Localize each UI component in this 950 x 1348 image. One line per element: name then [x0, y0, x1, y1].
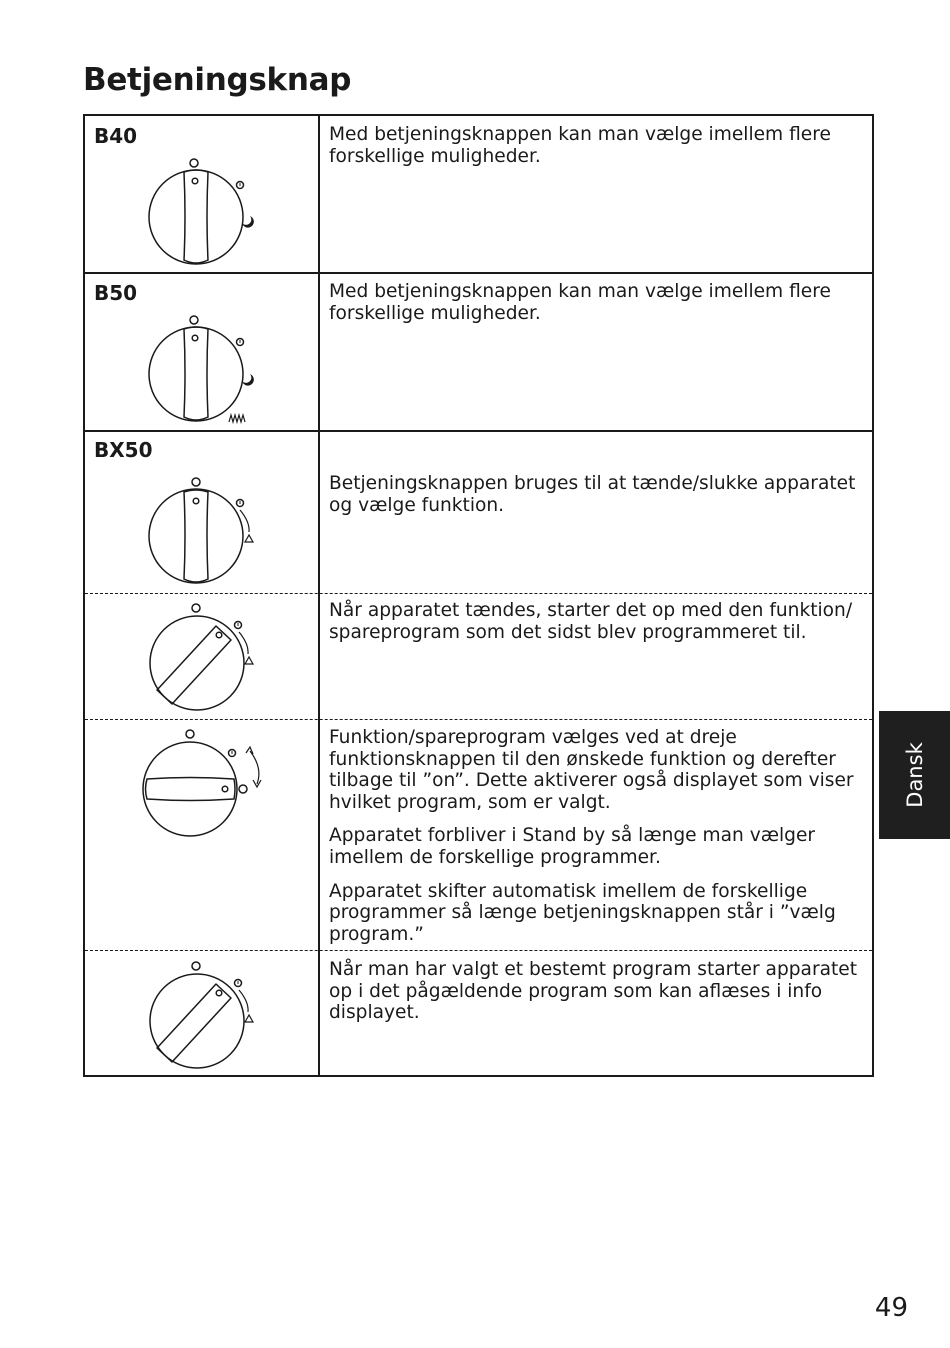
- rotation-arrow: [239, 632, 248, 654]
- rotation-arrow: [250, 751, 259, 784]
- off-circle-icon: [190, 316, 198, 324]
- paragraph: Funktion/spareprogram vælges ved at dreje funktionsknappen til den ønskede funktion og derefter tilbage til ”on”. Dette aktiverer også displayet som viser hvilket program, som er valgt.: [329, 727, 854, 813]
- model-label-bx50: BX50: [94, 438, 153, 462]
- moon-icon: [242, 216, 254, 228]
- b50-knob-diagram: [85, 309, 318, 429]
- model-label-b50: B50: [94, 281, 138, 305]
- pointer-dot: [216, 990, 222, 996]
- pointer-dot: [192, 335, 198, 341]
- bx50-description-1: Betjeningsknappen bruges til at tænde/slukke apparatet og vælge funktion.: [329, 473, 856, 516]
- off-circle-icon: [192, 604, 200, 612]
- row-divider: [85, 430, 872, 432]
- bx50-knob-diagram-program: [85, 726, 318, 844]
- heat-wave-icon: [229, 415, 245, 422]
- language-tab: [879, 711, 950, 839]
- bx50-knob-diagram-selected: [85, 958, 318, 1076]
- program-triangle-icon: [239, 785, 247, 793]
- page-title: Betjeningsknap: [83, 62, 352, 98]
- page-number: 49: [874, 1293, 908, 1323]
- pointer-dot: [193, 498, 199, 504]
- bx50-knob-diagram-on: [85, 472, 318, 592]
- pointer-dot: [222, 786, 228, 792]
- dashed-divider: [85, 719, 872, 720]
- row-divider: [85, 272, 872, 274]
- language-tab-label: Dansk: [902, 742, 927, 808]
- b50-description: Med betjeningsknappen kan man vælge imellem flere forskellige muligheder.: [329, 281, 831, 324]
- program-triangle-icon: [245, 1015, 253, 1022]
- moon-icon: [242, 374, 254, 386]
- model-label-b40: B40: [94, 124, 138, 148]
- rotation-arrow: [239, 990, 248, 1012]
- off-circle-icon: [190, 159, 198, 167]
- paragraph: Apparatet forbliver i Stand by så længe man vælger imellem de forskellige programmer.: [329, 825, 816, 868]
- dashed-divider: [85, 950, 872, 951]
- paragraph: Apparatet skifter automatisk imellem de forskellige programmer så længe betjeningsknappen står i ”vælg program.”: [329, 880, 836, 945]
- off-circle-icon: [186, 730, 194, 738]
- control-knob-table: [83, 114, 874, 1077]
- program-triangle-icon: [245, 657, 253, 664]
- bx50-knob-diagram-turned: [85, 600, 318, 718]
- bx50-description-4: Når man har valgt et bestemt program starter apparatet op i det pågældende program som kan aflæses i info displayet.: [329, 959, 858, 1024]
- column-divider: [318, 116, 320, 1075]
- dashed-divider: [85, 593, 872, 594]
- bx50-description-3: [329, 727, 869, 945]
- rotation-arrow: [240, 510, 249, 532]
- pointer-dot: [216, 632, 222, 638]
- off-circle-icon: [192, 478, 200, 486]
- b40-knob-diagram: [85, 152, 318, 270]
- pointer-dot: [192, 178, 198, 184]
- program-triangle-icon: [245, 535, 253, 542]
- off-circle-icon: [192, 962, 200, 970]
- b40-description: Med betjeningsknappen kan man vælge imellem flere forskellige muligheder.: [329, 124, 831, 167]
- bx50-description-2: Når apparatet tændes, starter det op med den funktion/ spareprogram som det sidst blev programmeret til.: [329, 600, 853, 643]
